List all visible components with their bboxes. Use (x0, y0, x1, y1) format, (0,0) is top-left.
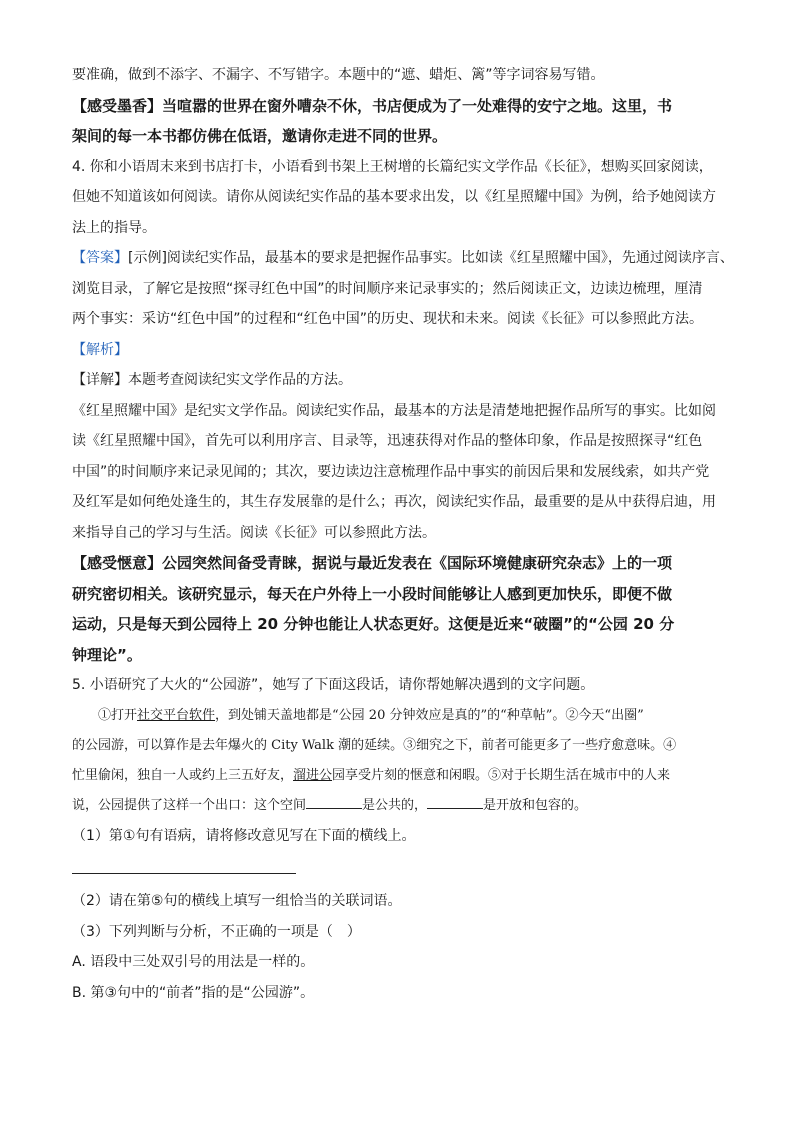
detail-line-1 (72, 365, 732, 396)
answer-tag: 【答案】 (72, 250, 128, 266)
passage-text: 忙里偷闲，独自一人或约上三五好友， (72, 767, 294, 783)
option-a: A. 语段中三处双引号的用法是一样的。 (72, 954, 315, 970)
passage-text: ，到处铺天盖地都是“公园 20 分钟效应是真的”的“种草帖”。②今天“出圈” (215, 707, 644, 723)
detail-text-1: 本题考查阅读纪实文学作品的方法。 (128, 372, 352, 388)
sub-question-1: （1）第①句有语病，请将修改意见写在下面的横线上。 (72, 827, 416, 844)
detail-tag: 【详解】 (72, 372, 128, 388)
reading-block-2-line-4: 钟理论”。 (72, 645, 142, 664)
detail-line-6: 来指导自己的学习与生活。阅读《长征》可以参照此方法。 (72, 524, 436, 541)
detail-line-3: 读《红星照耀中国》，首先可以利用序言、目录等，迅速获得对作品的整体印象，作品是按照探寻“红色 (72, 433, 703, 449)
detail-line-4: 中国”的时间顺序来记录见闻的；其次，要边读边注意梳理作品中事实的前因后果和发展线索，如共产党 (72, 463, 710, 480)
answer-line-3: 两个事实：采访“红色中国”的过程和“红色中国”的历史、现状和未来。阅读《长征》可以参照此方法。 (72, 311, 704, 327)
detail-line-5: 及红军是如何绝处逢生的，其生存发展靠的是什么；再次，阅读纪实作品，最重要的是从中获得启迪，用 (72, 494, 716, 510)
underlined-phrase: 社交平台软件 (137, 707, 216, 723)
question-5-passage (72, 701, 732, 821)
underlined-phrase: 溜进公 (293, 767, 333, 783)
reading-block-1-line-1: 【感受墨香】当喧嚣的世界在窗外嘈杂不休，书店便成为了一处难得的安宁之地。这里，书 (72, 96, 673, 115)
passage-line-4 (72, 791, 732, 821)
passage-line-3 (72, 761, 732, 791)
intro-line: 要准确，做到不添字、不漏字、不写错字。本题中的“遮、蜡炬、篱”等字词容易写错。 (72, 67, 605, 83)
answer-text-1: [示例]阅读纪实作品，最基本的要求是把握作品事实。比如读《红星照耀中国》，先通过阅读序言、 (128, 250, 734, 266)
passage-text: 是开放和包容的。 (483, 797, 588, 813)
question-4-line-2: 但她不知道该如何阅读。请你从阅读纪实作品的基本要求出发，以《红星照耀中国》为例，给予她阅读方 (72, 189, 716, 205)
passage-text: 说，公园提供了这样一个出口：这个空间 (72, 797, 307, 813)
passage-line-2: 的公园游，可以算作是去年爆火的 City Walk 潮的延续。③细究之下，前者可能更多了一些疗愈意味。④ (72, 737, 677, 753)
reading-block-1-line-2: 架间的每一本书都仿佛在低语，邀请你走进不同的世界。 (72, 127, 448, 145)
sub-question-3: （3）下列判断与分析，不正确的一项是（ ） (72, 923, 361, 940)
passage-line-1 (72, 701, 732, 731)
passage-text: ①打开 (98, 707, 138, 723)
passage-text: 园享受片刻的惬意和闲暇。⑤对于长期生活在城市中的人来 (332, 767, 671, 783)
reading-block-2-line-1: 【感受惬意】公园突然间备受青睐，据说与最近发表在《国际环境健康研究杂志》上的一项 (72, 554, 673, 572)
answer-line-1 (72, 243, 732, 274)
answer-line-2: 浏览目录，了解它是按照“探寻红色中国”的时间顺序来记录事实的；然后阅读正文，边读边梳理，厘清 (72, 280, 703, 297)
fill-blank-1[interactable] (306, 794, 362, 809)
passage-text: 是公共的， (362, 797, 428, 813)
reading-block-2-line-3: 运动，只是每天到公园待上 20 分钟也能让人状态更好。这便是近来“破圈”的“公园 20 分 (72, 615, 675, 633)
answer-line[interactable] (72, 873, 296, 874)
question-4-line-3: 法上的指导。 (72, 219, 156, 236)
analysis-tag: 【解析】 (72, 341, 128, 358)
question-4-line-1: 4. 你和小语周末来到书店打卡，小语看到书架上王树增的长篇纪实文学作品《长征》，想购买回家阅读， (72, 158, 713, 175)
sub-question-2: （2）请在第⑤句的横线上填写一组恰当的关联词语。 (72, 893, 402, 909)
detail-line-2: 《红星照耀中国》是纪实文学作品。阅读纪实作品，最基本的方法是清楚地把握作品所写的事实。比如阅 (72, 402, 716, 419)
reading-block-2-line-2: 研究密切相关。该研究显示，每天在户外待上一小段时间能够让人感到更加快乐，即便不做 (72, 584, 673, 603)
document-page (72, 60, 732, 1008)
fill-blank-2[interactable] (427, 794, 483, 809)
option-b: B. 第③句中的“前者”指的是“公园游”。 (72, 984, 315, 1001)
question-5-stem: 5. 小语研究了大火的“公园游”，她写了下面这段话，请你帮她解决遇到的文字问题。 (72, 677, 595, 693)
